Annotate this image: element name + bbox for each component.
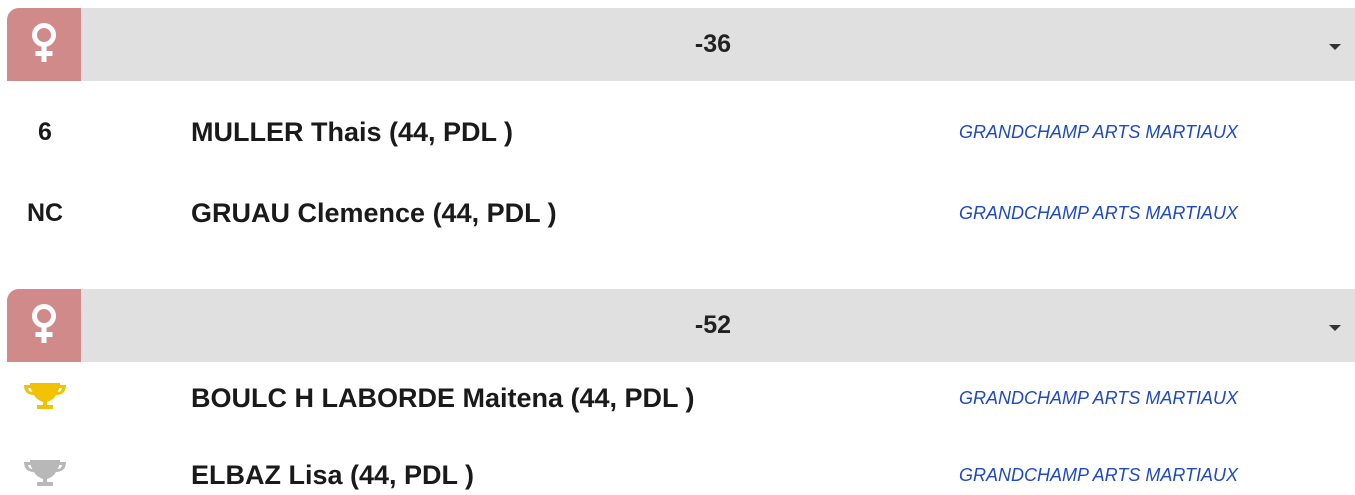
athlete-name: GRUAU Clemence (44, PDL ) [191, 198, 557, 228]
result-row [0, 112, 1355, 152]
rank-label: NC [26, 199, 64, 227]
category-title: -36 [694, 30, 732, 58]
club-link[interactable]: GRANDCHAMP ARTS MARTIAUX [959, 388, 1239, 408]
category-title: -52 [694, 311, 732, 339]
chevron-down-icon[interactable] [1329, 325, 1341, 331]
result-row [0, 193, 1355, 233]
silver-trophy-icon [22, 457, 68, 489]
club-link[interactable]: GRANDCHAMP ARTS MARTIAUX [959, 122, 1239, 142]
result-row [0, 378, 1355, 418]
club-link[interactable]: GRANDCHAMP ARTS MARTIAUX [959, 203, 1239, 223]
category-header-52[interactable] [7, 289, 1355, 362]
athlete-name: MULLER Thais (44, PDL ) [191, 117, 514, 147]
club-link[interactable]: GRANDCHAMP ARTS MARTIAUX [959, 465, 1239, 485]
gold-trophy-icon [22, 380, 68, 412]
athlete-name: ELBAZ Lisa (44, PDL ) [191, 460, 475, 490]
category-header-36[interactable] [7, 8, 1355, 81]
athlete-name: BOULC H LABORDE Maitena (44, PDL ) [191, 383, 695, 413]
rank-label: 6 [38, 118, 52, 146]
result-row [0, 455, 1355, 495]
chevron-down-icon[interactable] [1329, 44, 1341, 50]
